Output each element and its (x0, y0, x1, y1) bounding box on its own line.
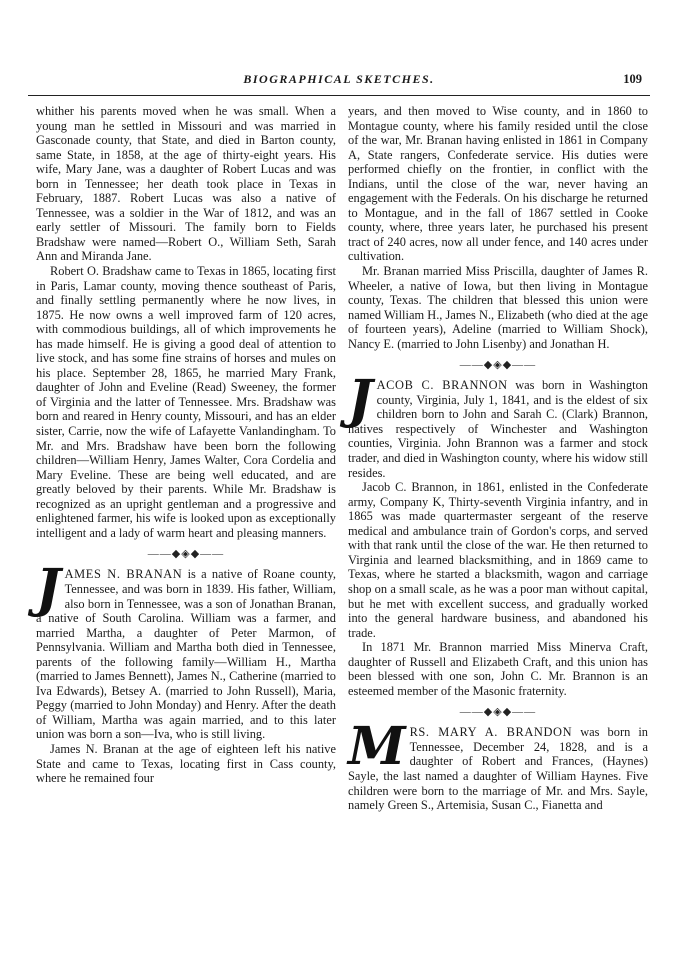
paragraph: Robert O. Bradshaw came to Texas in 1865, locating first in Paris, Lamar county, moving thence southeast of Paris, and finally settling permanently where he now lives, in 1875. He now owns a well improved farm of 120 acres, with commodious buildings, all of which improvements he has made himself. He is giving a good deal of attention to live stock, and has some fine strains of horses and mules on his place. September 28, 1865, he married Mary Frank, daughter of John and Eveline (Read) Sweeney, the former of Virginia and the latter of Tennessee. Mrs. Bradshaw was born and reared in Henry county, Missouri, and has an elder sister, Carrie, now the wife of Lafayette Vanlandingham. To Mr. and Mrs. Bradshaw have been born the following children—William Henry, James Walter, Cora Cordelia and Mary Eveline. These are being well educated, and are greatly beloved by their parents. While Mr. Bradshaw is recognized as an upright gentleman and a progressive and enlightened farmer, his wife is looked upon as exceptionally intelligent and a lady of warm heart and pleasing manners. (36, 264, 336, 540)
drop-cap: J (36, 558, 61, 620)
left-column (36, 104, 336, 786)
section-divider: ——◆◈◆—— (459, 706, 537, 719)
paragraph: James N. Branan at the age of eighteen left his native State and came to Texas, locating first in Cass county, where he remained four (36, 741, 336, 786)
paragraph: whither his parents moved when he was small. When a young man he settled in Missouri and was married in Gasconade county, that State, and died in Barton county, same State, in 1858, at the age of thirty-eight years. His wife, Mary Jane, was a daughter of Robert Lucas and was born in Tennessee; her death took place in Texas in February, 1887. Robert Lucas was also a native of Tennessee, was a soldier in the War of 1812, and was an early settler of Missouri. The family born to Fields Bradshaw were named—Robert O., William Seth, Sarah Ann and Miranda Jane. (36, 104, 336, 264)
paragraph: Mr. Branan married Miss Priscilla, daughter of James R. Wheeler, a native of Iowa, but then living in Montague county, Texas. The children that blessed this union were named William H., James N., Elizabeth (who died at the age of fourteen years), Adeline (married to William Shock), Nancy E. (married to John Lisenby) and Jonathan H. (348, 264, 648, 351)
page-header (28, 72, 650, 94)
biography-opening (36, 558, 336, 742)
drop-cap: M (348, 716, 406, 778)
section-divider: ——◆◈◆—— (147, 548, 225, 561)
biography-text: was born in Tennessee, December 24, 1828, and is a daughter of Robert and Frances, (Haynes) Sayle, the last named a daughter of William Haynes. Five children were born to the marriage of Mr. and Mrs. Sayle, namely Green S., Artemisia, Susan C., Fianetta and (348, 725, 648, 813)
page-number: 109 (623, 72, 642, 86)
paragraph: Jacob C. Brannon, in 1861, enlisted in the Confederate army, Company K, Thirty-seventh Virginia infantry, and in 1865 was made quartermaster sergeant of the reserve medical and ambulance train of Gordon's corps, and served with that rank until the close of the war. He then returned to Virginia and learned blacksmithing, and in 1869 came to Texas, where he started a blacksmith, wagon and carriage shop on a small scale, as he was a poor man without capital, but he met with excellent success, and gradually worked into the general hardware business, and abandoned his trade. (348, 480, 648, 640)
biography-name: AMES N. BRANAN (64, 567, 183, 582)
section-divider: ——◆◈◆—— (459, 359, 537, 372)
paragraph: years, and then moved to Wise county, and in 1860 to Montague county, where his family resided until the close of the war, Mr. Branan having enlisted in 1861 in Company A, State rangers, Confederate service. His duties were performed chiefly on the frontier, in conflict with the Indians, until the close of the war, never having an engagement with the Federals. On his discharge he returned to Montague, and in the fall of 1867 settled in Cooke county, where, three years later, he purchased his present tract of 240 acres, now all under fence, and 140 acres under cultivation. (348, 104, 648, 264)
biography-text: was born in Washington county, Virginia, July 1, 1841, and is the eldest of six children born to John and Sarah C. (Clark) Brannon, natives respectively of Winchester and Washington counties, Virginia. John Brannon was a farmer and stock trader, and died in Washington county, where his widow still resides. (348, 378, 648, 480)
paragraph: In 1871 Mr. Brannon married Miss Minerva Craft, daughter of Russell and Elizabeth Craft, and this union has been blessed with one son, John C. Mr. Brannon is an esteemed member of the Masonic fraternity. (348, 640, 648, 698)
biography-text: is a native of Roane county, Tennessee, and was born in 1839. His father, William, also born in Tennessee, was a son of Jonathan Branan, a native of South Carolina. William was a farmer, and married Martha, a daughter of Peter Marmon, of Pennsylvania. William and Martha both died in Tennessee, parents of the following family—William H., Martha (married to James Bennett), James N., Catherine (married to Iva Edwards), Betsey A. (married to John Russell), Maria, Peggy (married to John Monday) and Henry. After the death of William, Martha was again married, and to this later union was born a son—Iva, who is still living. (36, 567, 336, 742)
biography-opening (348, 369, 648, 480)
biography-name: ACOB C. BRANNON (376, 378, 508, 393)
header-rule (28, 95, 650, 96)
right-column (348, 104, 648, 813)
biography-name: RS. MARY A. BRANDON (409, 725, 573, 740)
drop-cap: J (348, 369, 373, 431)
biography-opening (348, 716, 648, 813)
running-head: BIOGRAPHICAL SKETCHES. (243, 72, 435, 86)
